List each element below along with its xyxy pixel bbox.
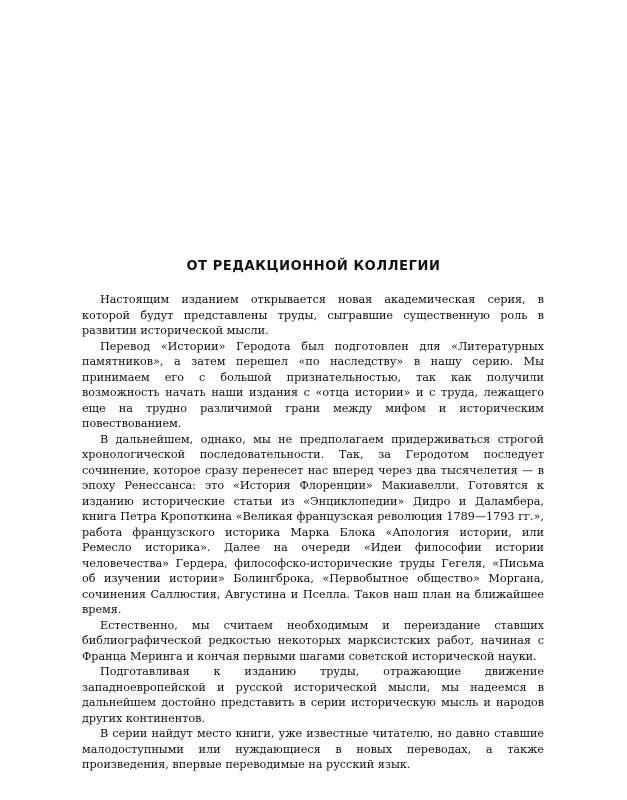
section-title: ОТ РЕДАКЦИОННОЙ КОЛЛЕГИИ bbox=[186, 259, 441, 274]
paragraph: В серии найдут место книги, уже известные читателю, но давно ставшие малодоступными или нуждающиеся в новых переводах, а также произведения, впервые переводимые на русский язык. bbox=[82, 727, 544, 771]
paragraph: В дальнейшем, однако, мы не предполагаем придерживаться строгой хронологической последовательности. Так, за Геродотом последует сочинение, которое сразу перенесет нас вперед через два тысячелетия — в эпоху Ренессанса: это «История Флоренции» Макиавелли. Готовятся к изданию исторические статьи из «Энциклопедии» Дидро и Даламбера, книга Петра Кропоткина «Великая французская революция 1789—1793 гг.», работа французского историка Марка Блока «Апология истории, или Ремесло историка». Далее на очереди «Идеи философии истории человечества» Гердера, философско-исторические труды Гегеля, «Письма об изучении истории» Болингброка, «Первобытное общество» Моргана, сочинения Саллюстия, Августина и Пселла. Таков наш план на ближайшее время. bbox=[82, 432, 544, 616]
body-text bbox=[82, 292, 544, 773]
paragraph: Перевод «Истории» Геродота был подготовлен для «Литературных памятников», а затем перешел «по наследству» в нашу серию. Мы принимаем его с большой признательностью, так как получили возможность начать наши издания с «отца истории» и с труда, лежащего еще на трудно различимой грани между мифом и историческим повествованием. bbox=[82, 339, 544, 430]
paragraph: Естественно, мы считаем необходимым и переиздание ставших библиографической редкостью некоторых марксистских работ, начиная с Франца Меринга и кончая первыми шагами советской исторической науки. bbox=[82, 618, 544, 663]
paragraph: Настоящим изданием открывается новая академическая серия, в которой будут представлены труды, сыгравшие существенную роль в развитии исторической мысли. bbox=[82, 293, 544, 337]
paragraph: Подготавливая к изданию труды, отражающие движение западноевропейской и русской исторической мысли, мы надеемся в дальнейшем достойно представить в серии историческую мысль и народов других континентов. bbox=[82, 665, 544, 725]
